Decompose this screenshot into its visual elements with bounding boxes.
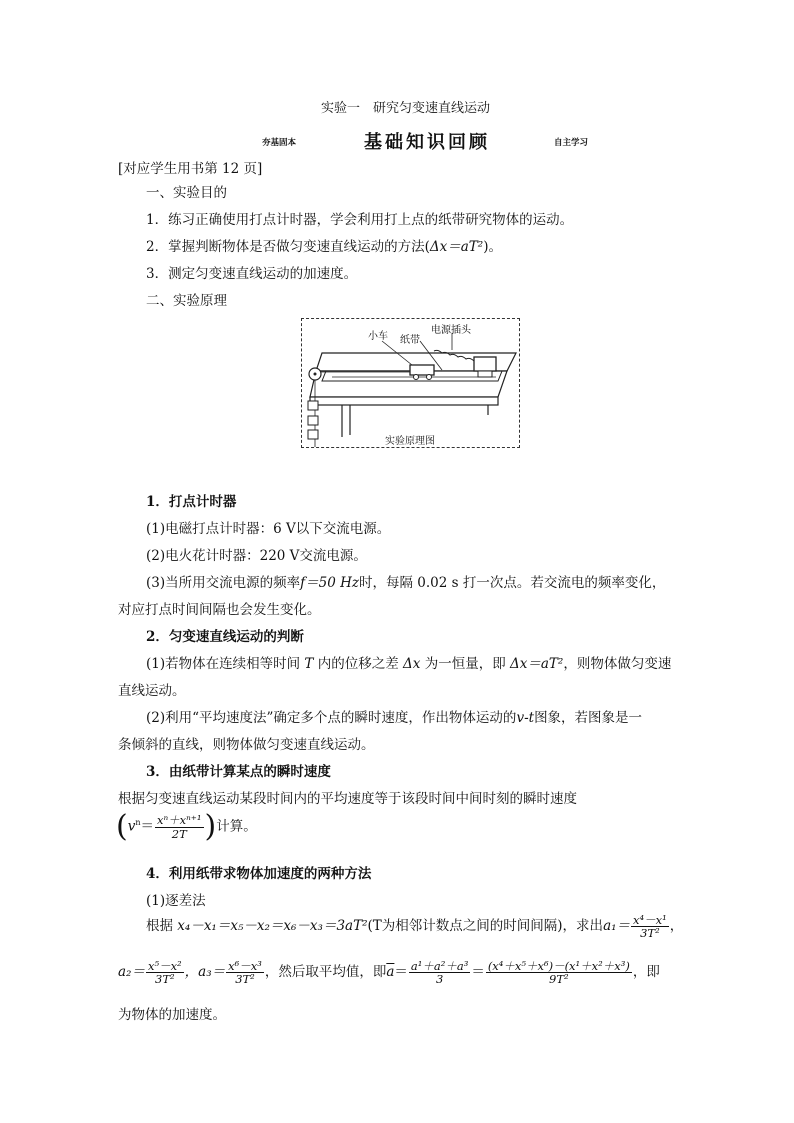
timer-frequency-line: (3)当所用交流电源的频率f＝50 Hz时，每隔 0.02 s 打一次点。若交流电的频率变化， [146,575,666,591]
heading-acceleration: 4．利用纸带求物体加速度的两种方法 [146,866,372,882]
judgement-1-cont: 直线运动。 [118,683,186,699]
section-heading-principle: 二、实验原理 [146,293,227,309]
timer-spark: (2)电火花计时器：220 V交流电源。 [146,548,367,564]
heading-instant-velocity: 3．由纸带计算某点的瞬时速度 [146,764,331,780]
purpose-item-2: 2．掌握判断物体是否做匀变速直线运动的方法(Δx＝aT²)。 [146,239,502,255]
experiment-title: 实验一 研究匀变速直线运动 [321,101,491,116]
judgement-2: (2)利用“平均速度法”确定多个点的瞬时速度，作出物体运动的v-t图象，若图象是一 [146,710,643,726]
label-plug: 电源插头 [431,325,471,336]
velocity-text: 根据匀变速直线运动某段时间内的平均速度等于该段时间中间时刻的瞬时速度 [118,791,577,807]
acc-line-2: a₂＝ $\frac{\text{x⁵－x²}}{\text{3T²}}$ ，a₃＝ $\frac{\text{x⁶－x³}}{\text{3T²}}$ ，然后取平均值，即$\overline{a}=$ $\frac{\text{a¹＋a²＋a³}}{3}$ ＝ $\frac{\text{(x⁴＋x⁵＋x⁶)－(x¹＋x²＋x³)}}{\text{9T²}}$ ，即 [118,959,660,987]
timer-frequency-cont: 对应打点时间间隔也会发生变化。 [118,602,321,618]
figure-caption: 实验原理图 [385,436,435,447]
acc-line-1: 根据 x₄－x₁＝x₅－x₂＝x₆－x₃＝3aT²(T为相邻计数点之间的时间间隔)，求出a₁＝ $\frac{\text{x⁴－x¹}}{\text{3T²}}$ ， [146,913,684,941]
judgement-1: (1)若物体在连续相等时间 T 内的位移之差 Δx 为一恒量，即 Δx＝aT²，则物体做匀变速 [146,656,672,672]
label-cart: 小车 [368,331,388,342]
experiment-figure [301,318,520,448]
label-tape: 纸带 [400,335,420,346]
velocity-formula: ($v^n=$ $\frac{\text{xⁿ＋xⁿ⁺¹}}{2T}$ )计算。 [116,809,257,844]
section-banner: 基础知识回顾 [364,132,490,153]
book-reference: [对应学生用书第 12 页] [118,161,263,177]
section-heading-purpose: 一、实验目的 [146,185,227,201]
right-tag: 自主学习 [554,138,589,148]
purpose-item-1: 1．练习正确使用打点计时器，学会利用打上点的纸带研究物体的运动。 [146,212,574,228]
heading-timer: 1．打点计时器 [146,494,237,510]
acc-line-3: 为物体的加速度。 [118,1007,226,1023]
judgement-2-cont: 条倾斜的直线，则物体做匀变速直线运动。 [118,737,375,753]
purpose-item-3: 3．测定匀变速直线运动的加速度。 [146,266,358,282]
heading-judgement: 2．匀变速直线运动的判断 [146,629,304,645]
method-successive-diff: (1)逐差法 [146,893,206,909]
left-tag: 夯基固本 [262,138,297,148]
timer-electromagnetic: (1)电磁打点计时器：6 V以下交流电源。 [146,521,391,537]
